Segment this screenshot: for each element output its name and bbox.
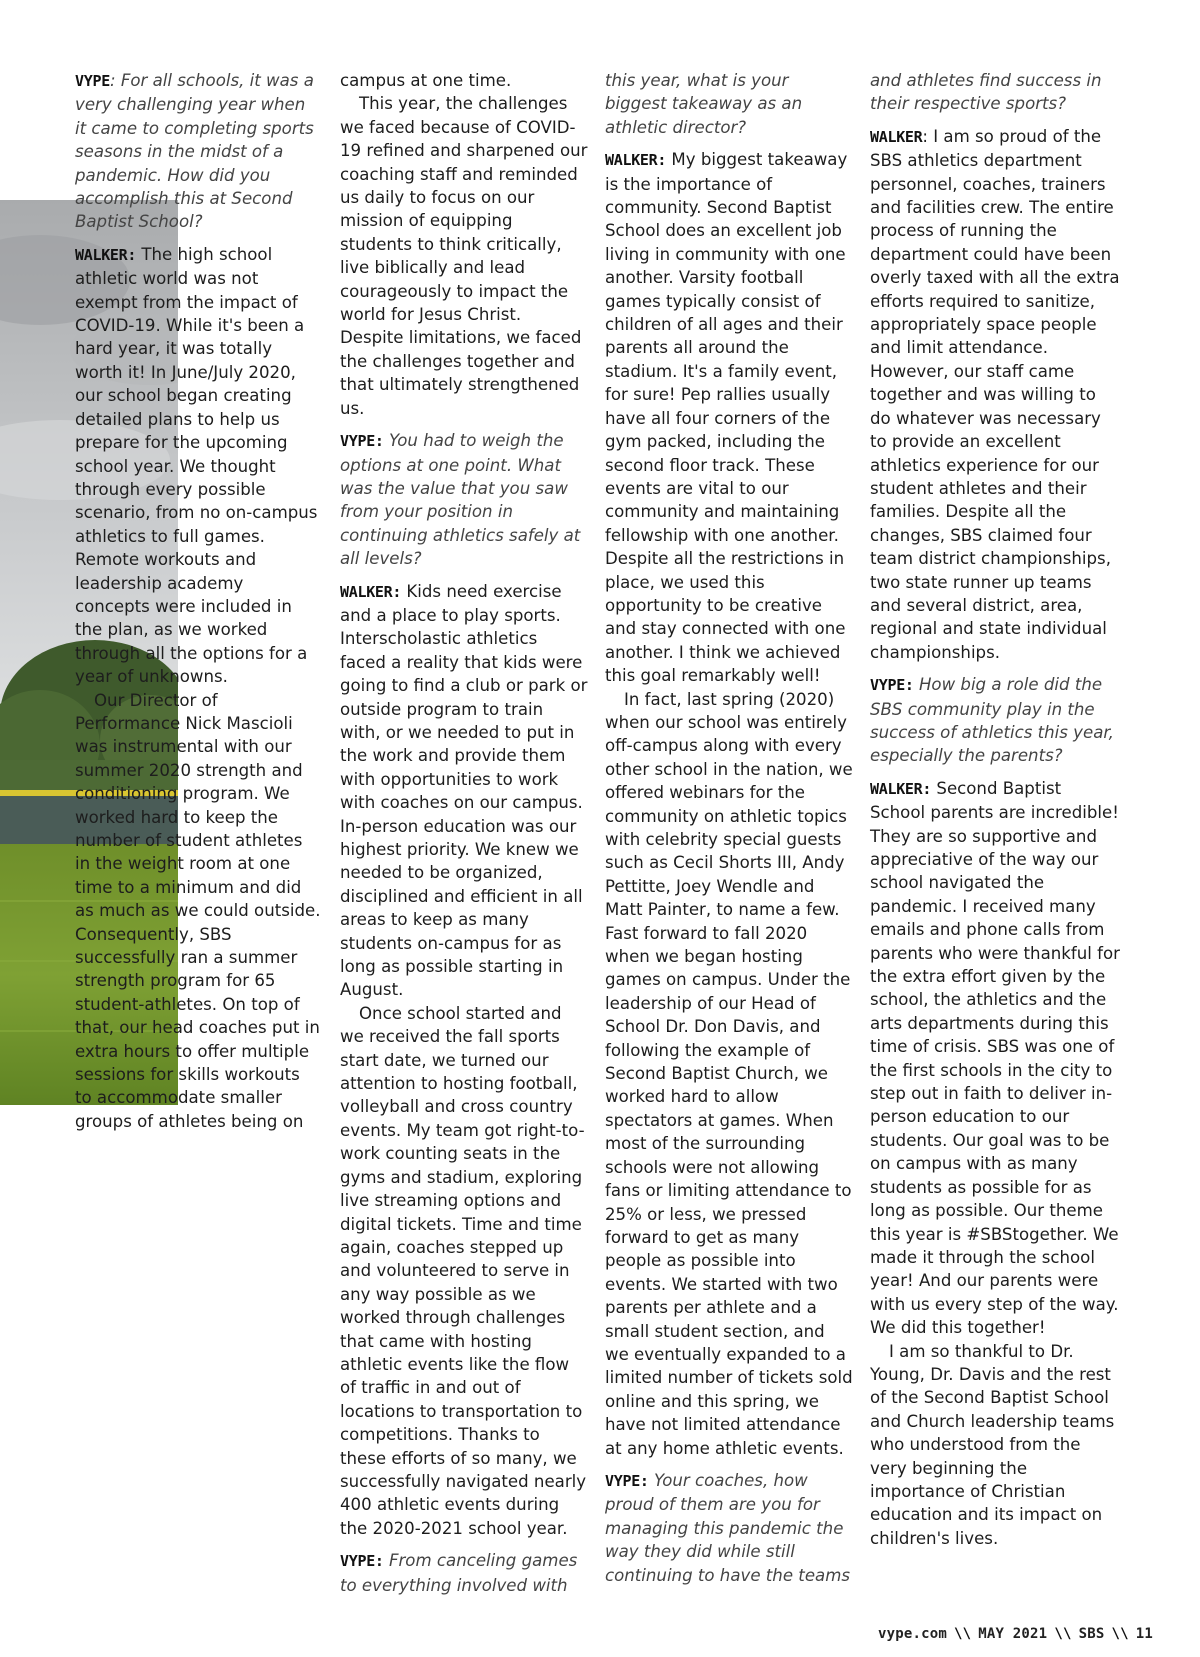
column-4 (870, 69, 1120, 1550)
answer-1 (75, 243, 321, 689)
paragraph-director: Our Director of Performance Nick Mascioli was instrumental with our summer 2020 strength and conditioning program. We worked hard to keep the number of student athletes in the weight room at one time to a minimum and did as much as we could outside. Consequently, SBS successfully ran a summer strength program for 65 student-athletes. On top of that, our head coaches put in extra hours to offer multiple sessions for skills workouts to accommodate smaller groups of athletes being on (75, 690, 321, 1131)
question-text: Your coaches, how proud of them are you for managing this pandemic the way they did while still continuing to have the teams (605, 1470, 851, 1585)
question-tag: VYPE: (870, 676, 914, 695)
answer-tag: WALKER: (75, 245, 137, 264)
question-5 (870, 673, 1120, 768)
answer-text: Kids need exercise and a place to play sports. Interscholastic athletics faced a reality that kids were going to find a club or park or outside program to train with, or we needed to put in the work and provide them with opportunities to work with coaches on our campus. In-person education was our highest priority. We knew we needed to be organized, disciplined and efficient in all areas to keep as many students on-campus for as long as possible starting in August. (340, 581, 588, 1000)
question-tag: VYPE: (605, 1471, 649, 1490)
question-tag: VYPE: (340, 1552, 384, 1571)
question-tag: VYPE (75, 72, 110, 90)
question-text: From canceling games to everything involved with (340, 1551, 578, 1595)
footer-section: SBS (1078, 1626, 1105, 1642)
footer-separator: \\ (1054, 1626, 1072, 1642)
footer-issue: MAY 2021 (978, 1626, 1048, 1642)
footer-site: vype.com (877, 1626, 948, 1642)
paragraph-challenges: This year, the challenges we faced because of COVID-19 refined and sharpened our coaching staff and reminded us daily to focus on our mission of equipping students to think critically, live biblically and lead courageously to impact the world for Jesus Christ. Despite limitations, we faced the challenges together and that ultimately strengthened us. (340, 94, 588, 418)
question-3 (340, 1549, 588, 1597)
answer-3 (605, 148, 853, 687)
paragraph-last-spring: In fact, last spring (2020) when our school was entirely off-campus along with every other school in the nation, we offered webinars for the community on athletic topics with celebrity special guests such as Cecil Shorts III, Andy Pettitte, Joey Wendle and Matt Painter, to name a few. Fast forward to fall 2020 when we began hosting games on campus. Under the leadership of our Head of School Dr. Don Davis, and following the example of Second Baptist Church, we worked hard to allow spectators at games. When most of the surrounding schools were not allowing fans or limiting attendance to 25% or less, we pressed forward to get as many people as possible into events. We started with two parents per athlete and a small student section, and we eventually expanded to a limited number of tickets sold online and this spring, we have not limited attendance at any home athletic events. (605, 689, 853, 1458)
answer-5 (870, 777, 1120, 1340)
paragraph-campus: campus at one time. (340, 71, 512, 90)
question-text: You had to weigh the options at one point. What was the value that you saw from your position in continuing athletics safely at all levels? (340, 431, 581, 569)
answer-text: My biggest takeaway is the importance of community. Second Baptist School does an excellent job living in community with one another. Varsity football games typically consist of children of all ages and their parents all around the stadium. It's a family event, for sure! Pep rallies usually have all four corners of the gym packed, including the second floor track. These events are vital to our community and maintaining fellowship with one another. Despite all the restrictions in place, we used this opportunity to be creative and stay connected with one another. I think we achieved this goal remarkably well! (605, 150, 848, 686)
paragraph-fall-sports: Once school started and we received the fall sports start date, we turned our attention to hosting football, volleyball and cross country events. My team got right-to-work counting seats in the gyms and stadium, exploring live streaming options and digital tickets. Time and time again, coaches stepped up and volunteered to serve in any way possible as we worked through challenges that came with hosting athletic events like the flow of traffic in and out of locations to transportation to competitions. Thanks to these efforts of so many, we successfully navigated nearly 400 athletic events during the 2020-2021 school year. (340, 1003, 587, 1538)
answer-2 (340, 580, 588, 1002)
question-tag: VYPE: (340, 432, 384, 451)
question-1-wrap: accomplish this at Second Baptist School? (75, 189, 293, 232)
question-text: For all schools, it was a very challenging year when it came to completing sports seasons in the midst of a pandemic. How did you (75, 71, 314, 185)
question-1: VYPE: For all schools, it was a very challenging year when it came to completing sports seasons in the midst of a pandemic. How did you (75, 71, 314, 185)
question-text: How big a role did the SBS community play in the success of athletics this year, especially the parents? (870, 675, 1114, 766)
page-number: 11 (1135, 1626, 1153, 1642)
question-2 (340, 429, 588, 570)
answer-tag: WALKER (870, 127, 923, 146)
column-1 (75, 69, 321, 1133)
footer-separator: \\ (954, 1626, 972, 1642)
answer-text: The high school athletic world was not exempt from the impact of COVID-19. While it's been a hard year, it was totally worth it! In June/July 2020, our school began creating detailed plans to help us prepare for the upcoming school year. We thought through every possible scenario, from no on-campus athletics to full games. Remote workouts and leadership academy concepts were included in the plan, as we worked through all the options for a year of unknowns. (75, 244, 318, 687)
answer-tag: WALKER: (605, 151, 667, 170)
question-4-continued: and athletes find success in their respective sports? (870, 71, 1102, 114)
question-4 (605, 1469, 853, 1587)
column-2 (340, 69, 588, 1597)
page-footer (878, 1626, 1153, 1642)
answer-4: WALKER: I am so proud of the SBS athletics department personnel, coaches, trainers and facilities crew. The entire process of running the department could have been overly taxed with all the extra efforts required to sanitize, appropriately space people and limit attendance. However, our staff came together and was willing to do whatever was necessary to provide an excellent athletics experience for our student athletes and their families. Despite all the changes, SBS claimed four team district championships, two state runner up teams and several district, area, regional and state individual championships. (870, 126, 1120, 662)
answer-text: Second Baptist School parents are incredible! They are so supportive and appreciative of the way our school navigated the pandemic. I received many emails and phone calls from parents who were thankful for the extra effort given by the school, the athletics and the arts departments during this time of crisis. SBS was one of the first schools in the city to step out in faith to deliver in-person education to our students. Our goal was to be on campus with as many students as possible for as long as possible. Our theme this year is #SBStogether. We made it through the school year! And our parents were with us every step of the way. We did this together! (870, 778, 1120, 1338)
answer-text: I am so proud of the SBS athletics department personnel, coaches, trainers and facilities crew. The entire process of running the department could have been overly taxed with all the extra efforts required to sanitize, appropriately space people and limit attendance. However, our staff came together and was willing to do whatever was necessary to provide an excellent athletics experience for our student athletes and their families. Despite all the changes, SBS claimed four team district championships, two state runner up teams and several district, area, regional and state individual championships. (870, 126, 1120, 662)
answer-tag: WALKER: (340, 582, 402, 601)
answer-tag: WALKER: (870, 779, 932, 798)
paragraph-thankful: I am so thankful to Dr. Young, Dr. Davis and the rest of the Second Baptist School and Church leadership teams who understood from the very beginning the importance of Christian education and its impact on children's lives. (870, 1341, 1115, 1548)
column-3 (605, 69, 853, 1587)
footer-separator: \\ (1111, 1626, 1129, 1642)
question-3-continued: this year, what is your biggest takeaway as an athletic director? (605, 71, 803, 137)
